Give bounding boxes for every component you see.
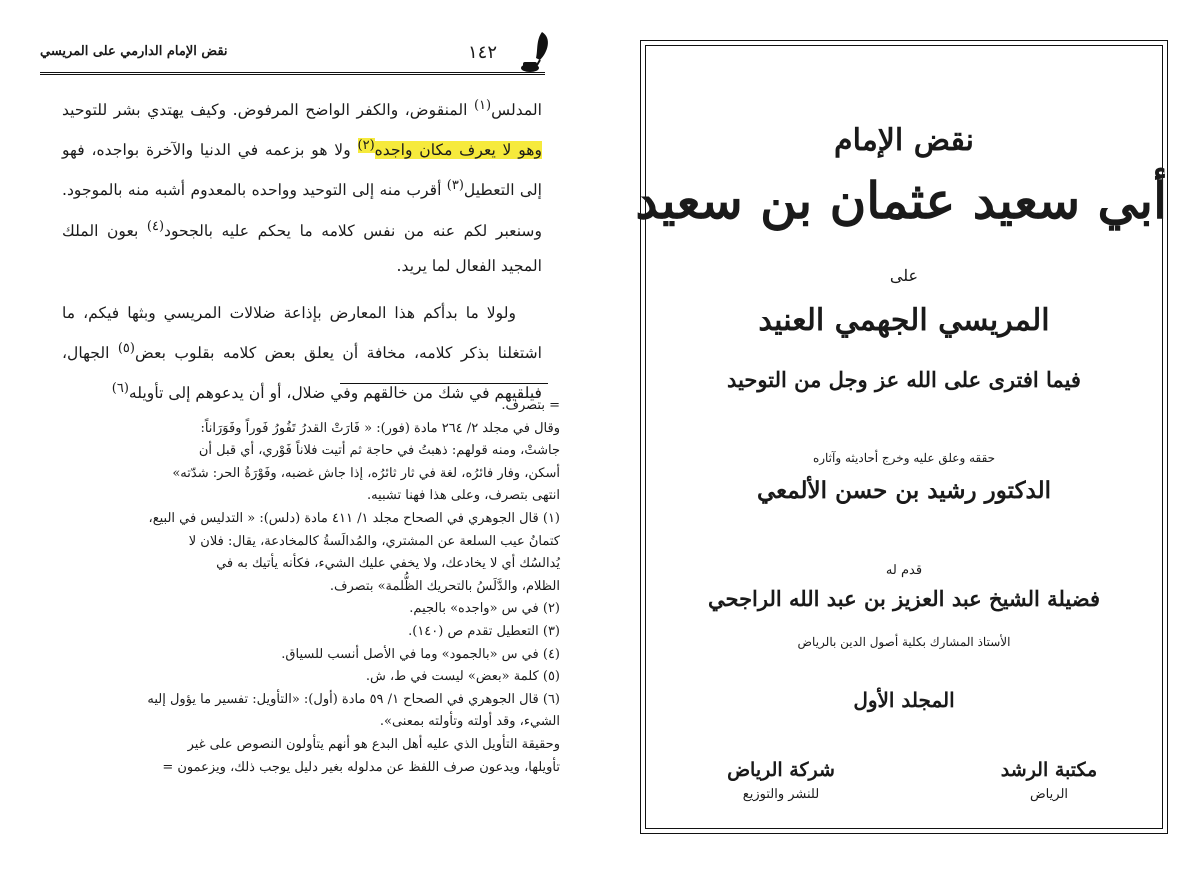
text-span: أقرب منه إلى التوحيد وواحده بالمعدوم أشبه منه بالموجود. وسنعبر لكم عنه من نفس كلامه ما يحكم عليه بالجحود xyxy=(62,181,542,240)
title-line-1: نقض الإمام xyxy=(834,123,974,158)
footnote-line: (٣) التعطيل تقدم ص (١٤٠). xyxy=(408,623,560,639)
text-span: الجهال، فيلقيهم في شك من خالقهم وفي ضلال، أو أن يدعوهم إلى تأويله xyxy=(62,343,542,403)
footnote-line: انتهى بتصرف، وعلى هذا فهنا تشبيه. xyxy=(366,488,560,504)
footnote-ref: (٤) xyxy=(146,218,165,234)
author-name-title: أبي سعيد عثمان بن سعيد xyxy=(635,171,1167,230)
footnote-line: (١) قال الجوهري في الصحاح مجلد ١/ ٤١١ مادة (دلس): « التدليس في البيع، xyxy=(148,510,560,526)
footnote-line: أسكن، وفار فائرُه، لغة في ثار ثائرُه، إذا جاش غضبه، وفَوْرَةُ الحر: شدّته» xyxy=(172,465,560,481)
running-head xyxy=(40,40,545,75)
footnote-ref: (١) xyxy=(473,98,492,113)
footnote-line: وحقيقة التأويل الذي عليه أهل البدع هو أنهم يتأولون النصوص على غير xyxy=(187,736,560,752)
publisher-right-city: الرياض xyxy=(1029,787,1069,802)
text-span: المدلس xyxy=(491,101,542,120)
text-span: ولا هو بزعمه في الدنيا والآخرة بواجده، فهو إلى التعطيل xyxy=(62,141,542,200)
footnotes xyxy=(50,395,560,779)
footnote-ref: (٦) xyxy=(111,380,129,396)
quill-inkwell-icon xyxy=(518,30,558,74)
footnote-ref: (٥) xyxy=(117,340,135,356)
page-number: ١٤٢ xyxy=(468,42,498,63)
paragraph-1 xyxy=(62,88,542,284)
footnote-line: الظلام، والدَّلَسُ بالتحريك الظُّلمة» بتصرف. xyxy=(329,578,560,594)
text-span: ولولا ما بدأكم هذا المعارض بإذاعة ضلالات المريسي وبثها فيكم، ما اشتغلنا بذكر كلامه، مخافة أن يعلق بعض كلامه بقلوب بعض xyxy=(62,303,542,362)
footnote-separator xyxy=(340,383,548,384)
footnote-ref: (٢) xyxy=(357,138,375,154)
intro-caption: قدم له xyxy=(885,563,923,578)
intro-name: فضيلة الشيخ عبد العزيز بن عبد الله الراجحي xyxy=(708,586,1100,611)
footnote-ref: (٣) xyxy=(446,178,464,194)
intro-affiliation: الأستاذ المشارك بكلية أصول الدين بالرياض xyxy=(797,635,1011,649)
publisher-left-sub: للنشر والتوزيع xyxy=(742,787,820,802)
editor-caption: حققه وعلق عليه وخرج أحاديثه وآثاره xyxy=(812,451,996,465)
editor-name: الدكتور رشيد بن حسن الألمعي xyxy=(756,477,1051,504)
publisher-right xyxy=(949,759,1149,802)
publisher-left-name: شركة الرياض xyxy=(727,759,835,781)
footnote-line: = بتصرف. xyxy=(501,398,560,413)
text-span: بعون الملك المجيد الفعال لما يريد. xyxy=(62,221,542,275)
publisher-right-name: مكتبة الرشد xyxy=(1000,759,1098,781)
paragraph-2 xyxy=(62,296,542,411)
footnote-line: (٦) قال الجوهري في الصحاح ١/ ٥٩ مادة (أول): «التأويل: تفسير ما يؤول إليه xyxy=(147,691,560,707)
footnote-line: وقال في مجلد ٢/ ٢٦٤ مادة (فور): « فَارَتْ القدرُ تَفُورُ فَوراً وفَوَرَاناً: xyxy=(200,420,560,436)
footnote-line: الشيء، وقد أولته وتأولته بمعنى». xyxy=(379,714,560,730)
running-title: نقض الإمام الدارمي على المريسي xyxy=(40,44,228,59)
footnote-line: يُدالسُك أي لا يخادعك، ولا يخفي عليك الشيء، فكأنه يأتيك به في xyxy=(216,556,560,572)
main-text xyxy=(62,88,542,411)
title-line-4: المريسي الجهمي العنيد xyxy=(758,303,1050,338)
title-line-3: على xyxy=(889,266,919,285)
footnote-line: جاشتْ، ومنه قولهم: ذهبتُ في حاجة ثم أتيت فلاناً فَوْري، أي قبل أن xyxy=(198,443,560,459)
title-page-frame xyxy=(635,40,1168,834)
publisher-left xyxy=(681,759,881,802)
highlighted-text: وهو لا يعرف مكان واجده xyxy=(374,141,543,160)
footnote-line: (٥) كلمة «بعض» ليست في ط، ش. xyxy=(365,669,560,685)
footnote-line: (٢) في س «واجده» بالجيم. xyxy=(409,601,560,617)
footnote-line: (٤) في س «بالجمود» وما في الأصل أنسب للسياق. xyxy=(281,646,560,662)
title-line-5: فيما افترى على الله عز وجل من التوحيد xyxy=(727,367,1081,392)
volume-label: المجلد الأول xyxy=(853,688,955,712)
footnote-line: كتمانُ عيب السلعة عن المشتري، والمُدالَسةُ كالمخادعة، يقال: فلان لا xyxy=(188,533,560,549)
right-page xyxy=(600,0,1200,885)
footnote-line: تأويلها، ويدعون صرف اللفظ عن مدلوله بغير دليل يوجب ذلك، ويزعمون = xyxy=(162,759,560,775)
text-span: المنقوض، والكفر الواضح المرفوض. وكيف يهتدي بشر للتوحيد xyxy=(62,101,474,120)
